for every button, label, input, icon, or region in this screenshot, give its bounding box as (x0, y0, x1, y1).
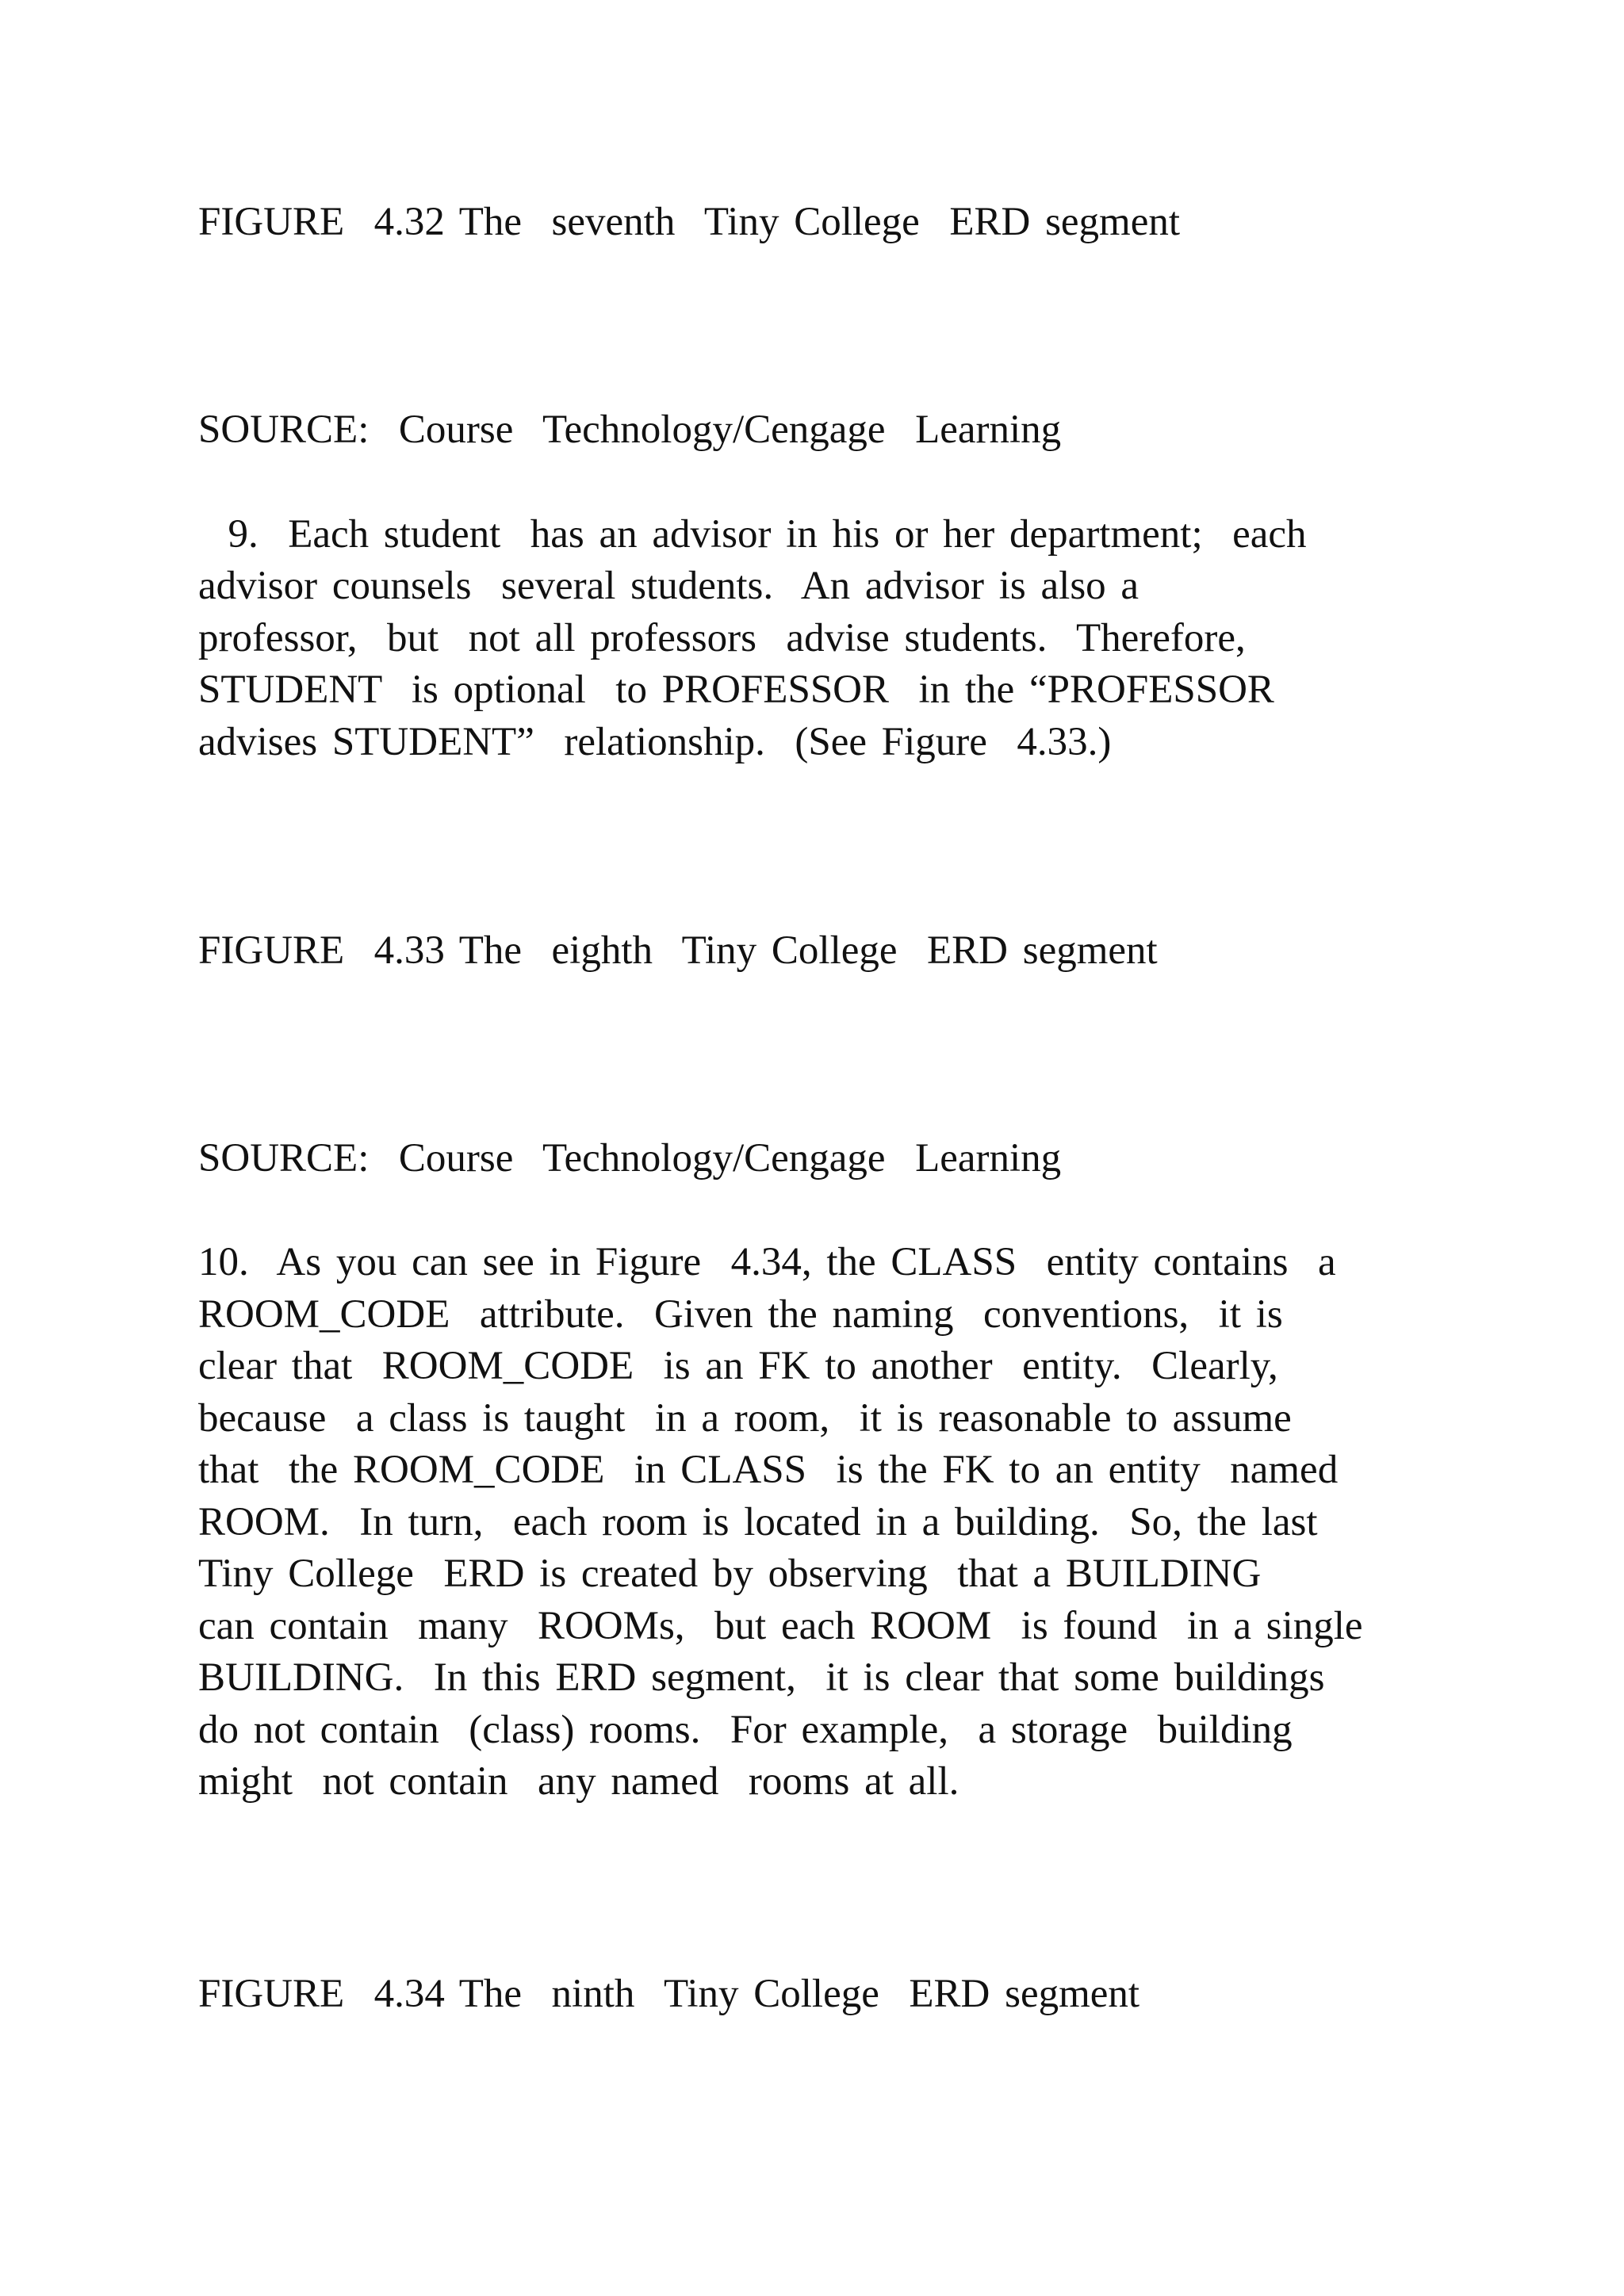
paragraph-line: STUDENT is optional to PROFESSOR in the “PROFESSOR (198, 668, 1274, 712)
paragraph-line: ROOM. In turn, each room is located in a building. So, the last (198, 1500, 1318, 1544)
paragraph-line: advisor counsels several students. An advisor is also a (198, 564, 1139, 608)
paragraph-line: do not contain (class) rooms. For example, a storage building (198, 1708, 1293, 1752)
paragraph-line: ROOM_CODE attribute. Given the naming conventions, it is (198, 1292, 1283, 1337)
figure-caption-4-32: FIGURE 4.32 The seventh Tiny College ERD segment (198, 200, 1181, 244)
figure-caption-4-34: FIGURE 4.34 The ninth Tiny College ERD segment (198, 1972, 1140, 2016)
paragraph-line: 10. As you can see in Figure 4.34, the CLASS entity contains a (198, 1240, 1336, 1284)
source-credit: SOURCE: Course Technology/Cengage Learning (198, 1136, 1062, 1181)
paragraph-line: might not contain any named rooms at all. (198, 1759, 959, 1804)
source-credit: SOURCE: Course Technology/Cengage Learning (198, 408, 1062, 452)
paragraph-line: can contain many ROOMs, but each ROOM is found in a single (198, 1604, 1363, 1648)
paragraph-line: BUILDING. In this ERD segment, it is clear that some buildings (198, 1655, 1325, 1700)
paragraph-line: 9. Each student has an advisor in his or her department; each (198, 512, 1307, 557)
paragraph-line: that the ROOM_CODE in CLASS is the FK to an entity named (198, 1448, 1339, 1492)
figure-caption-4-33: FIGURE 4.33 The eighth Tiny College ERD segment (198, 928, 1158, 973)
paragraph-line: professor, but not all professors advise students. Therefore, (198, 616, 1246, 660)
paragraph-line: advises STUDENT” relationship. (See Figure 4.33.) (198, 720, 1112, 764)
paragraph-line: because a class is taught in a room, it is reasonable to assume (198, 1396, 1292, 1441)
paragraph-line: Tiny College ERD is created by observing that a BUILDING (198, 1552, 1262, 1596)
paragraph-line: clear that ROOM_CODE is an FK to another entity. Clearly, (198, 1344, 1278, 1388)
